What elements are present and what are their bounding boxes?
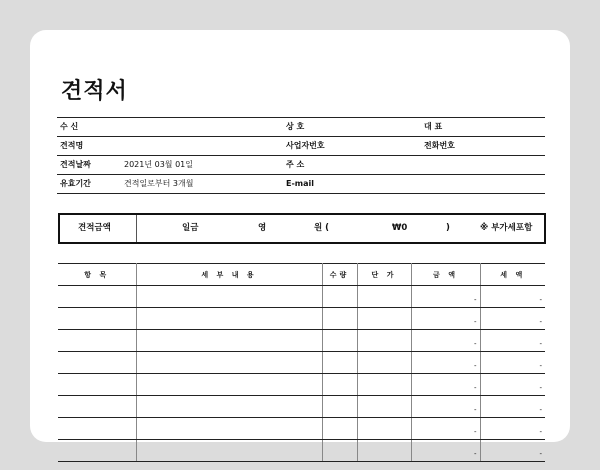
unit-price-cell[interactable]	[357, 330, 411, 352]
col-header-qty: 수량	[322, 264, 357, 286]
phone-label: 전화번호	[424, 141, 455, 150]
item-cell[interactable]	[58, 396, 136, 418]
table-row	[58, 396, 545, 418]
unit-price-cell[interactable]	[357, 440, 411, 462]
amount-cell: -	[411, 396, 480, 418]
qty-cell[interactable]	[322, 440, 357, 462]
amount-cell: -	[411, 440, 480, 462]
company-label: 상 호	[286, 122, 305, 131]
tax-included-note: ※ 부가세포함	[480, 223, 533, 233]
email-label: E-mail	[286, 179, 315, 188]
tax-cell: -	[480, 330, 545, 352]
total-prefix: 일금	[182, 223, 199, 233]
table-header-row	[58, 264, 545, 286]
recipient-row	[57, 118, 289, 137]
total-amount-korean: 영	[258, 223, 267, 233]
amount-cell: -	[411, 352, 480, 374]
address-label: 주 소	[286, 160, 305, 169]
qty-cell[interactable]	[322, 286, 357, 308]
qty-cell[interactable]	[322, 396, 357, 418]
detail-cell[interactable]	[136, 286, 322, 308]
unit-price-cell[interactable]	[357, 352, 411, 374]
quote-name-row	[57, 137, 289, 156]
representative-label: 대 표	[424, 122, 443, 131]
qty-cell[interactable]	[322, 308, 357, 330]
tax-cell: -	[480, 440, 545, 462]
total-divider	[136, 215, 137, 242]
items-table	[58, 263, 545, 462]
item-cell[interactable]	[58, 418, 136, 440]
unit-price-cell[interactable]	[357, 286, 411, 308]
unit-price-cell[interactable]	[357, 418, 411, 440]
validity-label: 유효기간	[60, 179, 91, 188]
table-row	[58, 352, 545, 374]
col-header-item: 항 목	[58, 264, 136, 286]
total-unit: 원 (	[314, 223, 330, 233]
tax-cell: -	[480, 396, 545, 418]
company-row	[283, 118, 545, 137]
business-number-label: 사업자번호	[286, 141, 325, 150]
unit-price-cell[interactable]	[357, 308, 411, 330]
table-row	[58, 286, 545, 308]
table-row	[58, 308, 545, 330]
validity-value[interactable]: 견적일로부터 3개월	[124, 179, 194, 188]
table-row	[58, 440, 545, 462]
amount-cell: -	[411, 330, 480, 352]
recipient-label: 수 신	[60, 122, 79, 131]
qty-cell[interactable]	[322, 352, 357, 374]
quote-date-label: 견적날짜	[60, 160, 91, 169]
detail-cell[interactable]	[136, 418, 322, 440]
business-number-row	[283, 137, 545, 156]
tax-cell: -	[480, 286, 545, 308]
item-cell[interactable]	[58, 308, 136, 330]
qty-cell[interactable]	[322, 374, 357, 396]
table-row	[58, 330, 545, 352]
table-row	[58, 374, 545, 396]
item-cell[interactable]	[58, 352, 136, 374]
detail-cell[interactable]	[136, 352, 322, 374]
item-cell[interactable]	[58, 374, 136, 396]
amount-cell: -	[411, 286, 480, 308]
detail-cell[interactable]	[136, 396, 322, 418]
unit-price-cell[interactable]	[357, 396, 411, 418]
tax-cell: -	[480, 308, 545, 330]
table-row	[58, 418, 545, 440]
qty-cell[interactable]	[322, 418, 357, 440]
address-row	[283, 156, 545, 175]
item-cell[interactable]	[58, 330, 136, 352]
email-row	[283, 175, 545, 194]
col-header-unit-price: 단 가	[357, 264, 411, 286]
quote-date-row	[57, 156, 289, 175]
detail-cell[interactable]	[136, 330, 322, 352]
tax-cell: -	[480, 352, 545, 374]
col-header-detail: 세 부 내 용	[136, 264, 322, 286]
amount-cell: -	[411, 308, 480, 330]
col-header-tax: 세 액	[480, 264, 545, 286]
qty-cell[interactable]	[322, 330, 357, 352]
tax-cell: -	[480, 418, 545, 440]
page-title: 견적서	[61, 79, 128, 104]
total-close: )	[446, 223, 450, 233]
detail-cell[interactable]	[136, 440, 322, 462]
amount-cell: -	[411, 374, 480, 396]
tax-cell: -	[480, 374, 545, 396]
item-cell[interactable]	[58, 286, 136, 308]
quote-document	[30, 30, 570, 458]
quote-total-box	[58, 213, 546, 244]
validity-row	[57, 175, 289, 194]
quote-date-value[interactable]: 2021년 03월 01일	[124, 160, 193, 169]
detail-cell[interactable]	[136, 374, 322, 396]
col-header-amount: 금 액	[411, 264, 480, 286]
total-amount: ₩0	[392, 223, 408, 233]
item-cell[interactable]	[58, 440, 136, 462]
recipient-info	[57, 117, 289, 194]
amount-cell: -	[411, 418, 480, 440]
quote-name-label: 견적명	[60, 141, 84, 150]
supplier-info	[283, 117, 545, 194]
unit-price-cell[interactable]	[357, 374, 411, 396]
detail-cell[interactable]	[136, 308, 322, 330]
total-label: 견적금액	[78, 223, 111, 233]
